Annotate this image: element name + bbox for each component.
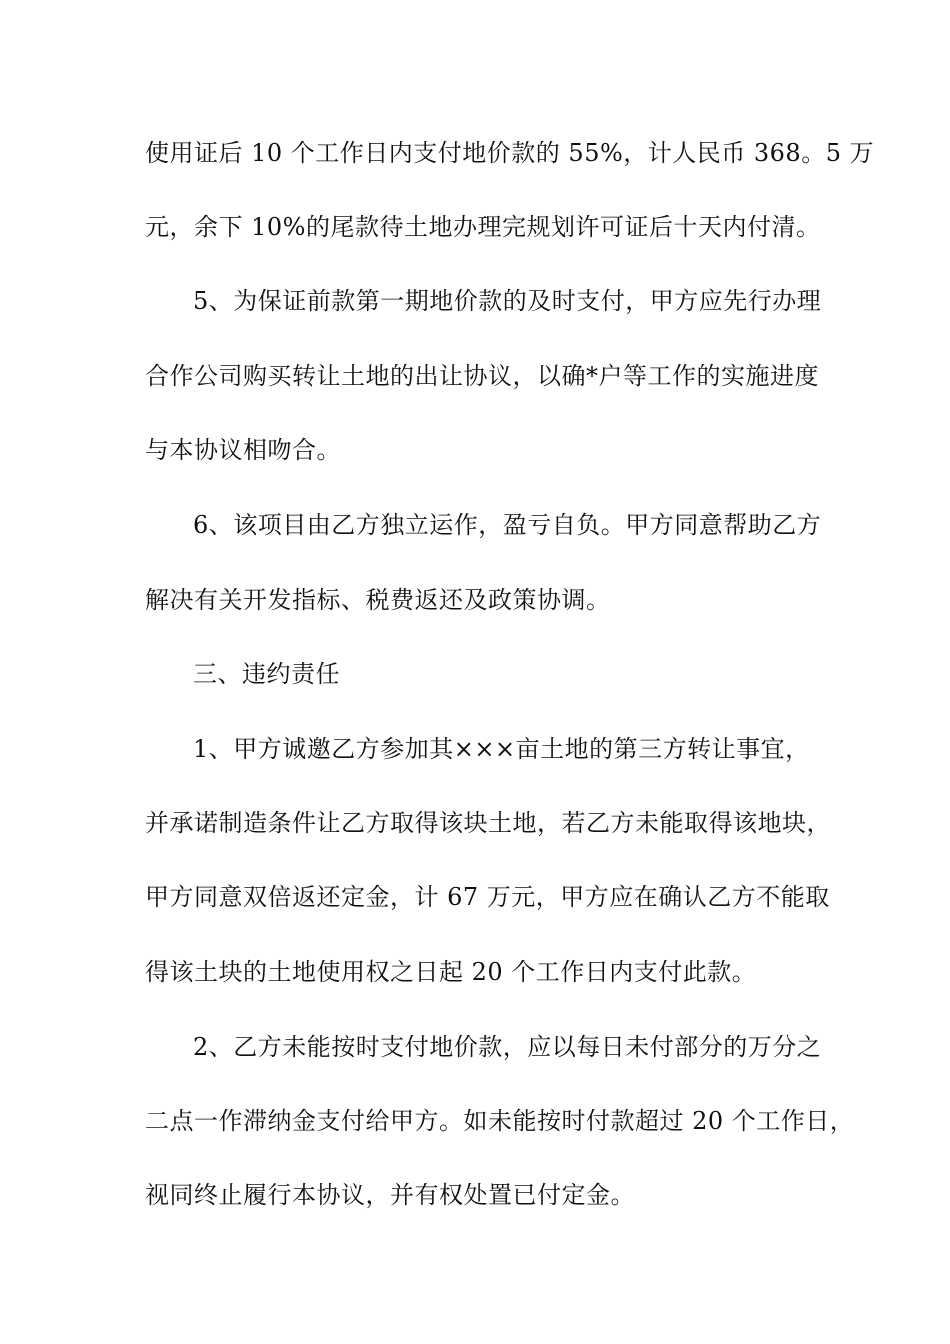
text-line: 2、乙方未能按时支付地价款，应以每日未付部分的万分之 — [193, 1033, 822, 1061]
text-line: 元，余下 10%的尾款待土地办理完规划许可证后十天内付清。 — [145, 213, 821, 241]
text-line: 解决有关开发指标、税费返还及政策协调。 — [145, 586, 611, 614]
text-line: 二点一作滞纳金支付给甲方。如未能按时付款超过 20 个工作日， — [145, 1107, 855, 1135]
text-line: 合作公司购买转让土地的出让协议，以确*户等工作的实施进度 — [145, 362, 819, 390]
text-line: 视同终止履行本协议，并有权处置已付定金。 — [145, 1181, 635, 1209]
text-line: 1、甲方诚邀乙方参加其×××亩土地的第三方转让事宜， — [193, 735, 810, 763]
section-heading: 三、违约责任 — [193, 660, 340, 688]
text-line: 使用证后 10 个工作日内支付地价款的 55%，计人民币 368。5 万 — [145, 139, 875, 167]
text-line: 与本协议相吻合。 — [145, 436, 341, 464]
text-line: 6、该项目由乙方独立运作，盈亏自负。甲方同意帮助乙方 — [193, 511, 822, 539]
text-line: 并承诺制造条件让乙方取得该块土地，若乙方未能取得该地块， — [145, 809, 831, 837]
text-line: 甲方同意双倍返还定金，计 67 万元，甲方应在确认乙方不能取 — [145, 883, 830, 911]
text-line: 得该土块的土地使用权之日起 20 个工作日内支付此款。 — [145, 958, 757, 986]
text-line: 5、为保证前款第一期地价款的及时支付，甲方应先行办理 — [193, 287, 822, 315]
